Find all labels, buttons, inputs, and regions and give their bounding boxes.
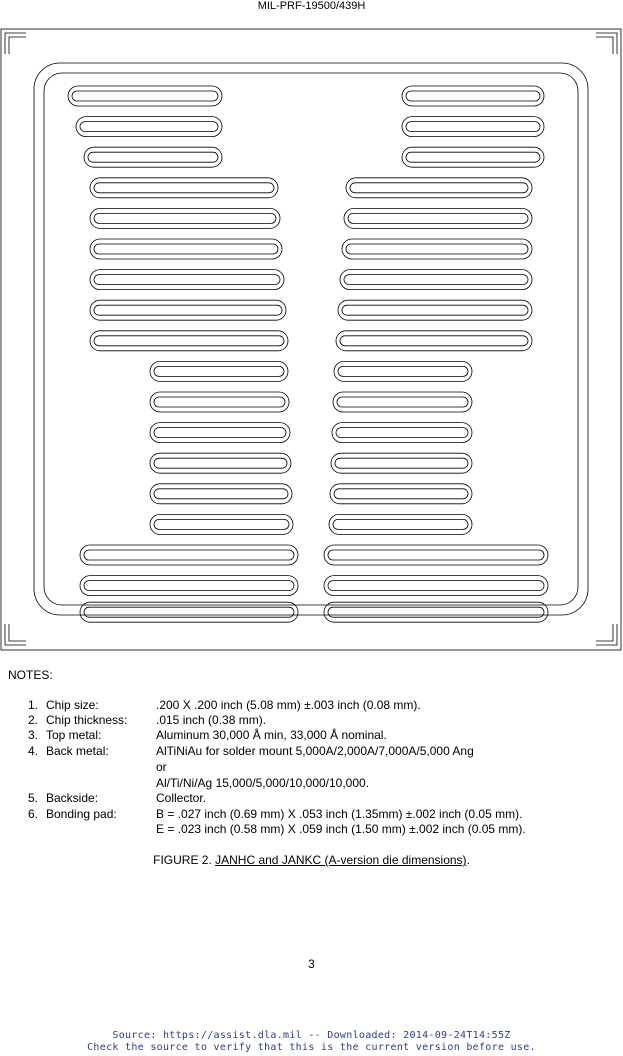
- finger-outline: [84, 581, 294, 591]
- note-number: 6.: [28, 807, 39, 821]
- finger-outline: [402, 147, 544, 167]
- note-text: Aluminum 30,000 Å min, 33,000 Å nominal.: [156, 728, 387, 742]
- finger-outline: [150, 423, 290, 443]
- finger-outline: [344, 275, 528, 285]
- die-layout-drawing: [0, 28, 623, 654]
- finger-outline: [94, 305, 282, 315]
- finger-outline: [84, 147, 222, 167]
- note-number: 4.: [28, 744, 39, 758]
- note-text: Collector.: [156, 791, 207, 805]
- note-number: 5.: [28, 791, 39, 805]
- finger-outline: [346, 244, 528, 254]
- finger-outline: [342, 305, 528, 315]
- finger-outline: [402, 117, 544, 137]
- finger-outline: [80, 122, 218, 132]
- finger-outline: [336, 331, 532, 351]
- document-id: MIL-PRF-19500/439H: [257, 0, 366, 12]
- note-label: Top metal:: [46, 728, 102, 742]
- finger-outline: [68, 86, 222, 106]
- finger-outline: [337, 397, 468, 407]
- finger-outline: [154, 428, 286, 438]
- note-text: AlTiNiAu for solder mount 5,000A/2,000A/7,000A/5,000 Ang: [156, 744, 474, 758]
- page-number: 3: [308, 957, 315, 971]
- finger-outline: [334, 489, 468, 499]
- corner-mark-bottom-right: [596, 624, 617, 645]
- finger-outline: [336, 428, 468, 438]
- finger-outline: [94, 336, 284, 346]
- finger-outline: [333, 519, 468, 529]
- finger-outline: [150, 484, 292, 504]
- caption-title: JANHC and JANKC (A-version die dimensions): [215, 853, 467, 867]
- finger-outline: [94, 275, 280, 285]
- note-label: Backside:: [46, 791, 99, 805]
- note-4-continuation-2: Al/Ti/Ni/Ag 15,000/5,000/10,000/10,000.: [156, 776, 370, 790]
- finger-outline: [90, 178, 278, 198]
- finger-outline: [84, 550, 294, 560]
- finger-outline: [350, 183, 528, 193]
- note-label: Back metal:: [46, 744, 109, 758]
- finger-outline: [76, 117, 222, 137]
- die-outer-ring: [34, 63, 588, 615]
- finger-outline: [340, 270, 532, 290]
- finger-outline: [406, 91, 540, 101]
- finger-outline: [94, 244, 278, 254]
- note-number: 3.: [28, 728, 39, 742]
- finger-outline: [154, 458, 287, 468]
- finger-outline: [329, 514, 472, 534]
- finger-outline: [88, 152, 218, 162]
- note-number: 1.: [28, 698, 39, 712]
- note-3: [28, 728, 387, 743]
- note-text: B = .027 inch (0.69 mm) X .053 inch (1.35mm) ±.002 inch (0.05 mm).: [156, 807, 523, 821]
- finger-outline: [154, 366, 284, 376]
- finger-outline: [334, 361, 472, 381]
- caption-suffix: .: [466, 853, 470, 867]
- die-inner-ring: [44, 73, 578, 605]
- note-1: [28, 698, 421, 713]
- finger-outline: [342, 239, 532, 259]
- notes-heading: NOTES:: [8, 668, 53, 682]
- note-text: .200 X .200 inch (5.08 mm) ±.003 inch (0.08 mm).: [156, 698, 421, 712]
- finger-outline: [340, 336, 528, 346]
- finger-outline: [338, 366, 468, 376]
- finger-outline: [348, 213, 528, 223]
- finger-outline: [324, 545, 548, 565]
- footer-verify-line: Check the source to verify that this is the current version before use.: [87, 1042, 536, 1053]
- note-4: [28, 744, 474, 759]
- finger-outline: [90, 331, 288, 351]
- finger-outline: [333, 392, 472, 412]
- finger-outline: [330, 484, 472, 504]
- finger-outline: [150, 514, 293, 534]
- footer-source-line: Source: https://assist.dla.mil -- Downloaded: 2014-09-24T14:55Z: [112, 1030, 511, 1041]
- finger-outline: [338, 300, 532, 320]
- figure-caption: [0, 853, 623, 867]
- note-text: .015 inch (0.38 mm).: [156, 713, 267, 727]
- corner-mark-top-right: [596, 33, 617, 54]
- finger-outline: [90, 270, 284, 290]
- finger-outline: [406, 122, 540, 132]
- finger-outline: [80, 545, 298, 565]
- finger-outline: [72, 91, 218, 101]
- note-number: 2.: [28, 713, 39, 727]
- note-label: Chip thickness:: [46, 713, 128, 727]
- finger-outline: [90, 239, 282, 259]
- finger-outline: [154, 489, 288, 499]
- note-6: [28, 807, 522, 822]
- finger-outline: [328, 581, 544, 591]
- finger-outline: [90, 208, 280, 228]
- interdigitated-fingers: [68, 86, 548, 622]
- finger-outline: [90, 300, 286, 320]
- note-label: Chip size:: [46, 698, 99, 712]
- finger-outline: [324, 576, 548, 596]
- finger-outline: [331, 453, 472, 473]
- finger-outline: [80, 576, 298, 596]
- finger-outline: [150, 392, 289, 412]
- note-label: Bonding pad:: [46, 807, 117, 821]
- finger-outline: [154, 397, 285, 407]
- note-5: [28, 791, 206, 806]
- finger-outline: [328, 607, 544, 617]
- finger-outline: [335, 458, 468, 468]
- caption-prefix: FIGURE 2.: [153, 853, 216, 867]
- finger-outline: [150, 453, 291, 473]
- finger-outline: [154, 519, 289, 529]
- finger-outline: [402, 86, 544, 106]
- finger-outline: [150, 361, 288, 381]
- finger-outline: [344, 208, 532, 228]
- finger-outline: [332, 423, 472, 443]
- note-2: [28, 713, 266, 728]
- finger-outline: [94, 183, 274, 193]
- corner-mark-top-left: [5, 33, 26, 54]
- finger-outline: [94, 213, 276, 223]
- note-6-continuation-1: E = .023 inch (0.58 mm) X .059 inch (1.50 mm) ±.002 inch (0.05 mm).: [156, 822, 526, 836]
- finger-outline: [346, 178, 532, 198]
- finger-outline: [406, 152, 540, 162]
- finger-outline: [84, 607, 294, 617]
- note-4-continuation-1: or: [156, 760, 167, 774]
- finger-outline: [328, 550, 544, 560]
- corner-mark-bottom-left: [5, 624, 26, 645]
